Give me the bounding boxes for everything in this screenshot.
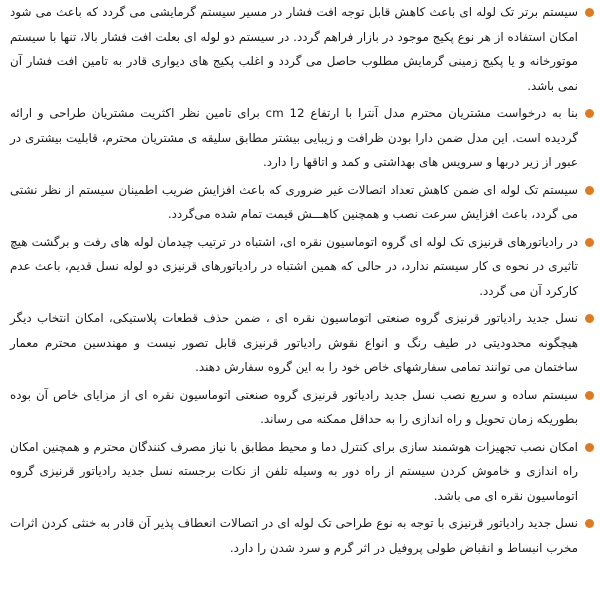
list-item — [10, 511, 594, 560]
bullet-icon — [585, 314, 594, 323]
list-item — [10, 306, 594, 380]
list-item-text: در رادیاتورهای قرنیزی تک لوله ای گروه اتوماسیون نقره ای، اشتباه در ترتیب چیدمان لوله های رفت و برگشت هیچ تاثیری در نحوه ی کار سیستم ندارد، در حالی که همین اشتباه در رادیاتورهای قرنیزی دو لوله نسل قدیم، باعث عدم کارکرد آن می گردد. — [10, 234, 578, 298]
list-item-text: نسل جدید رادیاتور قرنیزی گروه صنعتی اتوماسیون نقره ای ، ضمن حذف قطعات پلاستیکی، امکان انتخاب دیگر هیچگونه محدودیتی در طیف رنگ و انواع نقوش رادیاتور قرنیزی قابل تصور نیست و مهندسین محترم معمار ساختمان می توانند تمامی سفارشهای خاص خود را به این گروه سفارش دهند. — [10, 311, 578, 374]
list-item — [10, 230, 594, 304]
list-item-text: نسل جدید رادیاتور قرنیزی با توجه به نوع طراحی تک لوله ای در اتصالات انعطاف پذیر آن قادر به خنثی کردن اثرات مخرب انبساط و انقباض طولی پروفیل در اثر گرم و سرد شدن را دارد. — [10, 516, 578, 555]
bullet-icon — [585, 238, 594, 247]
bullet-icon — [585, 109, 594, 118]
bullet-icon — [585, 186, 594, 195]
list-item — [10, 383, 594, 432]
list-item — [10, 435, 594, 509]
list-item — [10, 178, 594, 227]
bullet-icon — [585, 519, 594, 528]
list-item — [10, 0, 594, 98]
list-item-text: امکان نصب تجهیزات هوشمند سازی برای کنترل دما و محیط مطابق با نیاز مصرف کنندگان محترم و همچنین امکان راه اندازی و خاموش کردن سیستم از راه دور به وسیله تلفن از نکات برجسته نسل جدید رادیاتور قرنیزی گروه اتوماسیون نقره ای می باشد. — [10, 439, 578, 503]
list-item-text: سیستم ساده و سریع نصب نسل جدید رادیاتور قرنیزی گروه صنعتی اتوماسیون نقره ای از مزایای خاص آن بوده بطوریکه زمان تحویل و راه اندازی را به حداقل ممکنه می رساند. — [10, 387, 578, 426]
list-item-text: سیستم تک لوله ای ضمن کاهش تعداد اتصالات غیر ضروری که باعث افزایش ضریب اطمینان سیستم از نظر نشتی می گردد، باعث افزایش سرعت نصب و همچنین کاهـــش قیمت تمام شده می‌گردد. — [10, 182, 578, 221]
features-list — [10, 0, 594, 560]
bullet-icon — [585, 8, 594, 17]
bullet-icon — [585, 391, 594, 400]
list-item-text: بنا به درخواست مشتریان محترم مدل آنترا با ارتفاع 12 cm برای تامین نظر اکثریت مشتریان طراحی و ارائه گردیده است. این مدل ضمن دارا بودن ظرافت و زیبایی بیشتر مطابق سلیقه ی مشتریان محترم، قابلیت بیشتری در عبور از زیر دربها و سرویس های بهداشتی و کمد و اتاقها را دارد. — [10, 106, 578, 169]
list-item — [10, 101, 594, 175]
list-item-text: سیستم برتر تک لوله ای باعث کاهش قابل توجه افت فشار در مسیر سیستم گرمایشی می گردد که باعث می شود امکان استفاده از هر نوع پکیج موجود در بازار فراهم گردد. در سیستم دو لوله ای بعلت افت فشار بالا، تنها با سیستم موتورخانه و یا پکیج زمینی گرمایش مطلوب حاصل می گردد و اغلب پکیج های دیواری قادر به تامین افت فشار آن نمی باشد. — [10, 5, 578, 93]
bullet-icon — [585, 443, 594, 452]
